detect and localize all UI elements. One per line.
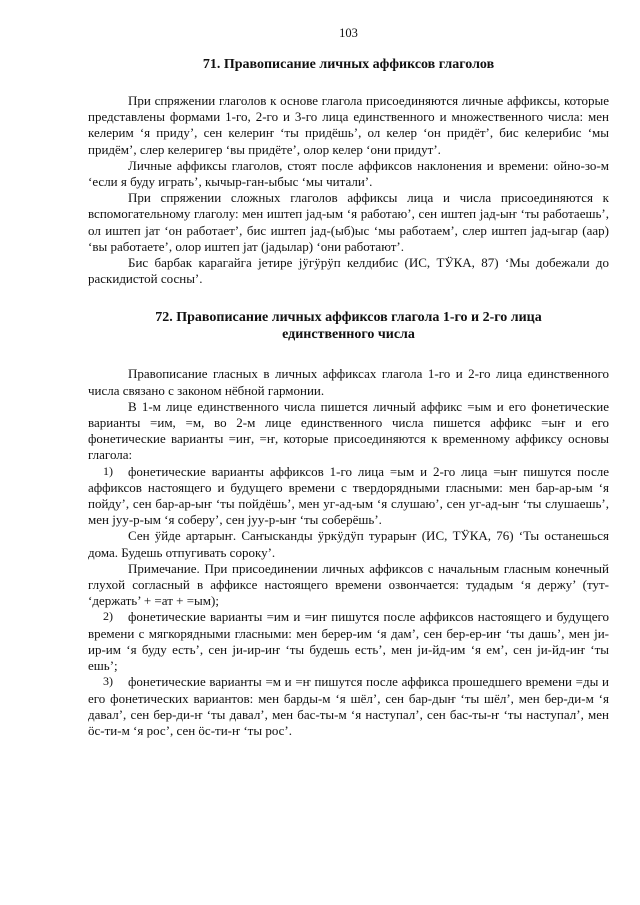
section-72-title: 72. Правописание личных аффиксов глагола 1-го и 2-го лица единственного числа: [155, 310, 542, 343]
list-item-number: 2): [103, 609, 113, 624]
list-item: [88, 674, 609, 739]
list-item-text: фонетические варианты аффиксов 1-го лица =ым и 2-го лица =ыҥ пишутся после аффиксов настоящего и будущего времени с твердорядными гласными: мен бар-ар-ым ‘я пойду’, сен бар-ар-ыҥ ‘ты пойдёшь’, мен уг-ад-ым ‘я слушаю’, сен уг-ад-ыҥ ‘ты слушаешь’, мен jуу-р-ым ‘я соберу’, сен jуу-р-ыҥ ‘ты соберёшь’.: [88, 463, 609, 528]
list-item: [88, 464, 609, 529]
note-paragraph: Примечание. При присоединении личных аффиксов с начальным гласным конечный глухой согласный в аффиксе настоящего времени озвончается: тудадым ‘я держу’ (тут- ‘держать’ + =ат + =ым);: [88, 560, 609, 609]
list-item-text: фонетические варианты =им и =иҥ пишутся после аффиксов настоящего и будущего времени с мягкорядными гласными: мен берер-им ‘я дам’, сен бер-ер-иҥ ‘ты дашь’, мен jи-ир-им ‘я буду есть’, сен jи-ир-иҥ ‘ты будешь есть’, мен jи-йд-им ‘я ем’, сен jи-йд-иҥ ‘ты ешь’;: [88, 609, 609, 674]
section-72-paragraph: Правописание гласных в личных аффиксах глагола 1-го и 2-го лица единственного числа связано с законом нёбной гармонии.: [88, 366, 609, 398]
section-71-paragraph: При спряжении глаголов к основе глагола присоединяются личные аффиксы, которые представлены формами 1-го, 2-го и 3-го лица единственного и множественного числа: мен келерим ‘я приду’, сен келериҥ ‘ты придёшь’, ол келер ‘он придёт’, бис келерибис ‘мы придём’, слер келеригер ‘вы придёте’, олор келер ‘они придут’.: [88, 93, 609, 157]
section-71-paragraph: При спряжении сложных глаголов аффиксы лица и числа присоединяются к вспомогательному глаголу: мен иштеп jад-ым ‘я работаю’, сен иштеп jад-ыҥ ‘ты работаешь’, ол иштеп jат ‘он работает’, бис иштеп jад-(ыб)ыс ‘мы работаем’, слер иштеп jад-ыгар (аар) ‘вы работаете’, олор иштеп jат (jадылар) ‘они работают’.: [88, 190, 609, 254]
section-71-title: 71. Правописание личных аффиксов глаголов: [202, 57, 495, 72]
list-item-number: 3): [103, 674, 113, 689]
list-item-text: фонетические варианты =м и =ҥ пишутся после аффикса прошедшего времени =ды и его фонетических вариантов: мен барды-м ‘я шёл’, сен бар-дыҥ ‘ты шёл’, мен бер-ди-м ‘я давал’, сен бер-ди-ҥ ‘ты давал’, мен бас-ты-м ‘я наступал’, сен бас-ты-ҥ ‘ты наступал’, мен ӧс-ти-м ‘я рос’, сен ӧс-ти-ҥ ‘ты рос’.: [88, 674, 609, 738]
page-number: 103: [339, 26, 358, 40]
section-72-paragraph: В 1-м лице единственного числа пишется личный аффикс =ым и его фонетические варианты =им, =м, во 2-м лице единственного числа пишется аффикс =ыҥ и его фонетические варианты =иҥ, =ҥ, которые присоединяются к временному аффиксу основы глагола:: [88, 398, 609, 463]
example-sentence: Сен ӱйде артарыҥ. Саҥысканды ӱркӱдӱп турарыҥ (ИС, ТӰКА, 76) ‘Ты останешься дома. Будешь отпугивать сороку’.: [88, 528, 609, 560]
list-item: [88, 609, 609, 674]
section-71-paragraph: Личные аффиксы глаголов, стоят после аффиксов наклонения и времени: ойно-зо-м ‘если я буду играть’, кычыр-ган-ыбыс ‘мы читали’.: [88, 157, 609, 190]
section-71-example: Бис барбак карагайга jетире jӱгӱрӱп келдибис (ИС, ТӰКА, 87) ‘Мы добежали до раскидистой сосны’.: [88, 255, 609, 287]
document-page: [88, 26, 609, 739]
list-item-number: 1): [103, 463, 113, 478]
